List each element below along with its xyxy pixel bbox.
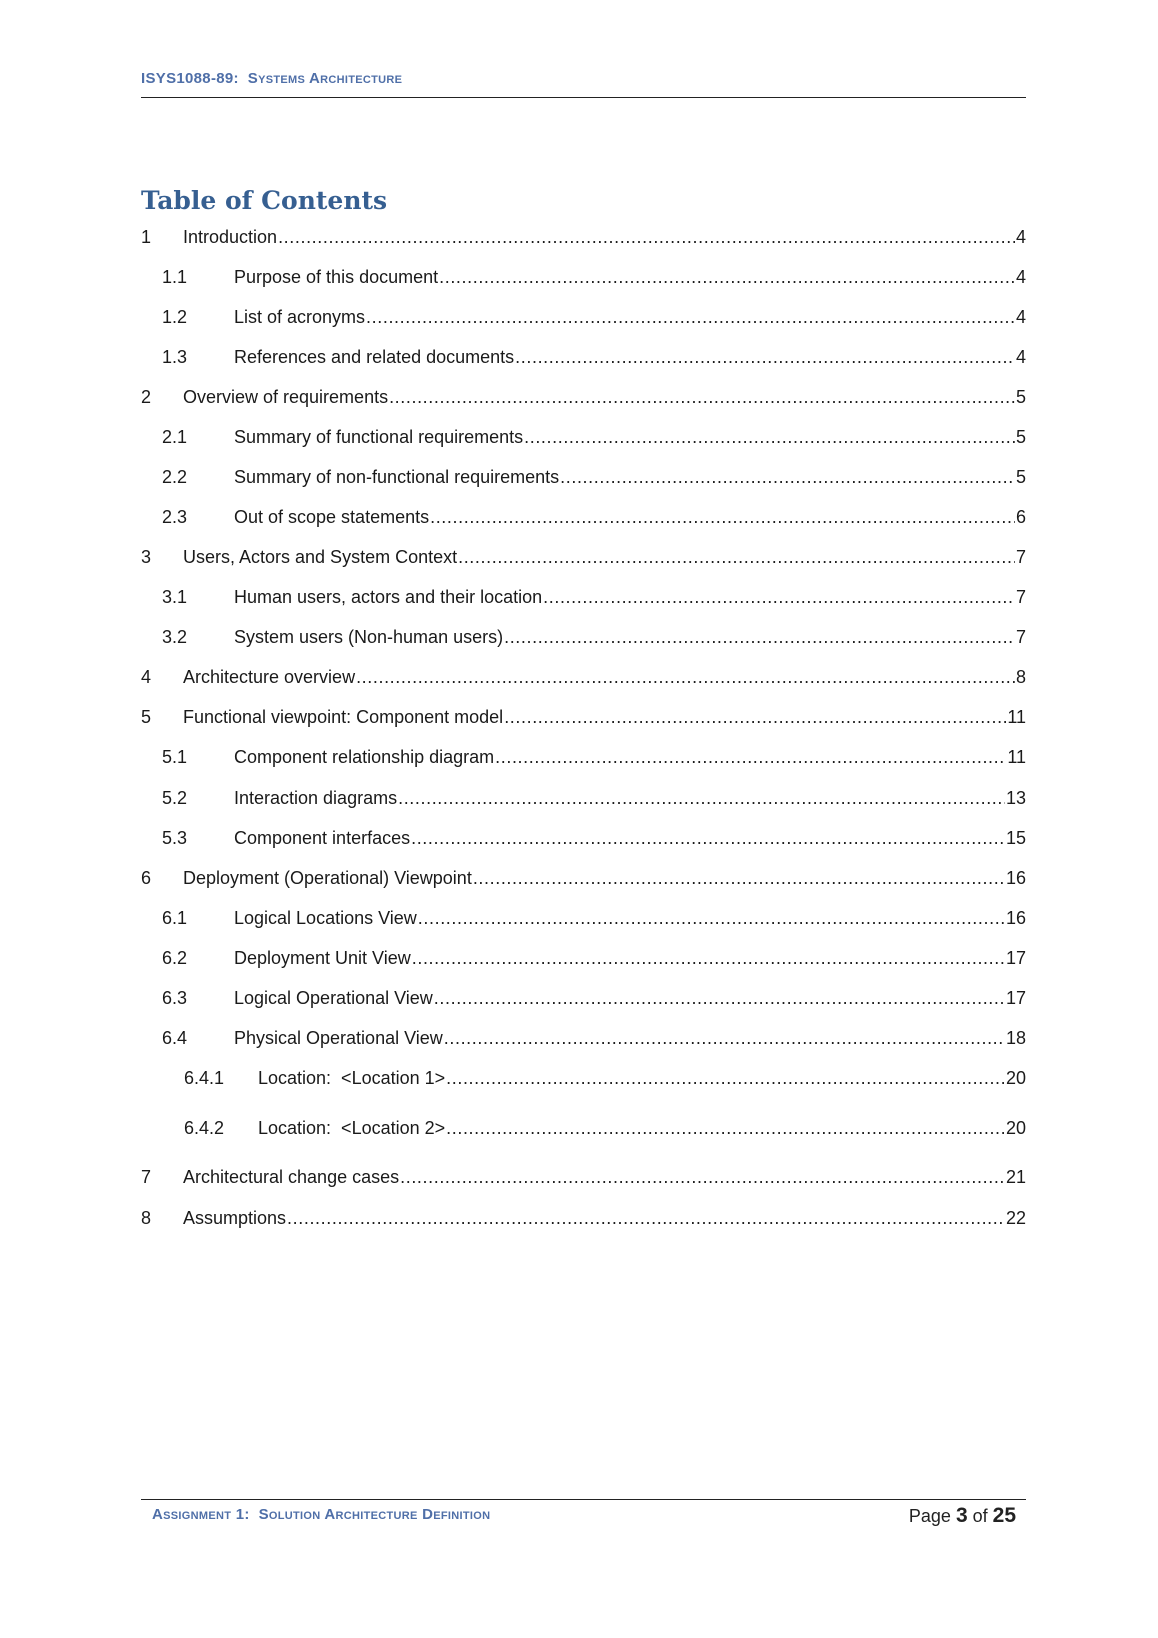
toc-entry-label: Component relationship diagram <box>234 747 495 767</box>
toc-dot-leader <box>524 424 1015 450</box>
toc-entry[interactable] <box>141 384 1026 410</box>
toc-entry[interactable] <box>141 945 1026 971</box>
toc-entry-page: 22 <box>1005 1208 1026 1228</box>
toc-dot-leader <box>444 1025 1005 1051</box>
toc-entry-label: Purpose of this document <box>234 267 439 287</box>
toc-dot-leader <box>278 224 1015 250</box>
toc-entry-number: 8 <box>141 1208 152 1228</box>
toc-entry-label: Location: <Location 1> <box>258 1068 446 1088</box>
toc-dot-leader <box>495 744 1006 770</box>
toc-entry[interactable] <box>141 664 1026 690</box>
toc-entry-number: 6 <box>141 868 152 888</box>
toc-entry-label: References and related documents <box>234 347 515 367</box>
footer-document-title: Assignment 1: Solution Architecture Definition <box>152 1506 491 1523</box>
toc-entry-number: 1 <box>141 227 152 247</box>
toc-entry-label: Summary of non-functional requirements <box>234 467 560 487</box>
toc-entry-page: 6 <box>1015 507 1026 527</box>
page-current: 3 <box>955 1504 968 1527</box>
page-of-word: of <box>967 1506 993 1526</box>
toc-entry[interactable] <box>141 905 1026 931</box>
toc-entry[interactable] <box>141 224 1026 250</box>
toc-entry-number: 6.2 <box>162 948 188 968</box>
toc-entry[interactable] <box>141 584 1026 610</box>
toc-entry-label: Users, Actors and System Context <box>183 547 458 567</box>
toc-entry-number: 6.1 <box>162 908 188 928</box>
toc-entry-label: List of acronyms <box>234 307 366 327</box>
toc-entry-label: Logical Operational View <box>234 988 433 1008</box>
toc-entry[interactable] <box>141 424 1026 450</box>
toc-entry[interactable] <box>141 1164 1026 1190</box>
toc-dot-leader <box>458 544 1015 570</box>
toc-entry-label: Summary of functional requirements <box>234 427 524 447</box>
toc-entry[interactable] <box>141 464 1026 490</box>
toc-entry-number: 3 <box>141 547 152 567</box>
toc-dot-leader <box>446 1065 1005 1091</box>
toc-dot-leader <box>543 584 1015 610</box>
toc-entry-label: Component interfaces <box>234 828 411 848</box>
toc-entry-page: 18 <box>1005 1028 1026 1048</box>
toc-dot-leader <box>400 1164 1005 1190</box>
toc-entry[interactable] <box>141 1205 1026 1231</box>
toc-entry[interactable] <box>141 744 1026 770</box>
toc-dot-leader <box>412 945 1005 971</box>
toc-entry-page: 5 <box>1015 467 1026 487</box>
page-footer <box>141 1499 1026 1540</box>
toc-entry-label: Human users, actors and their location <box>234 587 543 607</box>
toc-dot-leader <box>504 624 1015 650</box>
toc-entry[interactable] <box>141 985 1026 1011</box>
toc-entry[interactable] <box>141 624 1026 650</box>
toc-entry-label: Architecture overview <box>183 667 356 687</box>
toc-entry-number: 3.2 <box>162 627 188 647</box>
toc-entry-number: 6.3 <box>162 988 188 1008</box>
toc-entry-label: Deployment (Operational) Viewpoint <box>183 868 472 888</box>
toc-entry[interactable] <box>141 1065 1026 1091</box>
toc-entry[interactable] <box>141 1115 1026 1141</box>
toc-entry-label: Introduction <box>183 227 278 247</box>
toc-entry-label: Out of scope statements <box>234 507 430 527</box>
toc-entry-page: 4 <box>1015 227 1026 247</box>
toc-entry-number: 7 <box>141 1167 152 1187</box>
toc-entry-page: 13 <box>1005 788 1026 808</box>
toc-entry-number: 2.2 <box>162 467 188 487</box>
toc-entry[interactable] <box>141 344 1026 370</box>
page-header <box>141 70 1026 98</box>
toc-entry-page: 17 <box>1005 988 1026 1008</box>
toc-entry-number: 5.1 <box>162 747 188 767</box>
toc-entry-page: 8 <box>1015 667 1026 687</box>
toc-entry[interactable] <box>141 1025 1026 1051</box>
toc-entry-page: 4 <box>1015 347 1026 367</box>
page-number <box>909 1504 1016 1528</box>
toc-entry-page: 17 <box>1005 948 1026 968</box>
toc-entry-label: Location: <Location 2> <box>258 1118 446 1138</box>
toc-dot-leader <box>504 704 1006 730</box>
toc-entry-number: 2.1 <box>162 427 188 447</box>
toc-entry-number: 4 <box>141 667 152 687</box>
page-word: Page <box>908 1506 956 1526</box>
toc-entry[interactable] <box>141 825 1026 851</box>
toc-entry-label: Logical Locations View <box>234 908 417 928</box>
toc-entry-page: 11 <box>1007 707 1026 727</box>
toc-entry-label: Interaction diagrams <box>234 788 398 808</box>
toc-entry-page: 16 <box>1005 868 1026 888</box>
toc-dot-leader <box>398 785 1005 811</box>
toc-entry-label: Physical Operational View <box>234 1028 443 1048</box>
toc-title: Table of Contents <box>141 186 388 215</box>
toc-dot-leader <box>366 304 1015 330</box>
toc-entry-page: 7 <box>1015 587 1026 607</box>
toc-dot-leader <box>446 1115 1005 1141</box>
toc-dot-leader <box>430 504 1015 530</box>
toc-entry-page: 5 <box>1015 427 1026 447</box>
header-title: ISYS1088-89: Systems Architecture <box>141 70 403 87</box>
toc-entry-number: 5 <box>141 707 152 727</box>
toc-dot-leader <box>418 905 1005 931</box>
toc-entry-number: 3.1 <box>162 587 188 607</box>
toc-entry-label: Functional viewpoint: Component model <box>183 707 504 727</box>
toc-entry[interactable] <box>141 504 1026 530</box>
toc-entry-page: 7 <box>1015 547 1026 567</box>
toc-entry-page: 7 <box>1015 627 1026 647</box>
toc-dot-leader <box>515 344 1015 370</box>
toc-dot-leader <box>434 985 1005 1011</box>
toc-entry-number: 1.3 <box>162 347 188 367</box>
toc-entry-page: 5 <box>1015 387 1026 407</box>
toc-entry-label: System users (Non-human users) <box>234 627 504 647</box>
toc-entry[interactable] <box>141 264 1026 290</box>
toc-entry-number: 5.2 <box>162 788 188 808</box>
page-total: 25 <box>992 1504 1016 1527</box>
toc-entry-number: 5.3 <box>162 828 188 848</box>
toc-entry[interactable] <box>141 704 1026 730</box>
toc-entry-page: 4 <box>1015 307 1026 327</box>
toc-dot-leader <box>287 1205 1005 1231</box>
toc-dot-leader <box>473 865 1005 891</box>
toc-dot-leader <box>411 825 1005 851</box>
toc-entry[interactable] <box>141 865 1026 891</box>
toc-entry[interactable] <box>141 785 1026 811</box>
toc-entry-page: 20 <box>1005 1068 1026 1088</box>
toc-dot-leader <box>439 264 1015 290</box>
toc-entry-page: 11 <box>1007 747 1026 767</box>
toc-dot-leader <box>356 664 1015 690</box>
toc-entry-page: 4 <box>1015 267 1026 287</box>
toc-entry-label: Deployment Unit View <box>234 948 411 968</box>
toc-dot-leader <box>560 464 1015 490</box>
toc-entry-number: 1.2 <box>162 307 188 327</box>
toc-entry-number: 1.1 <box>162 267 188 287</box>
toc-entry-label: Overview of requirements <box>183 387 389 407</box>
toc-entry-page: 21 <box>1005 1167 1026 1187</box>
toc-entry-number: 6.4 <box>162 1028 188 1048</box>
toc-entry-page: 15 <box>1005 828 1026 848</box>
toc-dot-leader <box>389 384 1015 410</box>
toc-entry-number: 2.3 <box>162 507 188 527</box>
toc-entry-number: 2 <box>141 387 152 407</box>
toc-entry-page: 20 <box>1005 1118 1026 1138</box>
toc-entry[interactable] <box>141 304 1026 330</box>
toc-entry-page: 16 <box>1005 908 1026 928</box>
toc-entry-label: Assumptions <box>183 1208 287 1228</box>
toc-entry-label: Architectural change cases <box>183 1167 400 1187</box>
toc-entry[interactable] <box>141 544 1026 570</box>
toc-entry-number: 6.4.2 <box>184 1118 225 1138</box>
toc-entry-number: 6.4.1 <box>184 1068 225 1088</box>
